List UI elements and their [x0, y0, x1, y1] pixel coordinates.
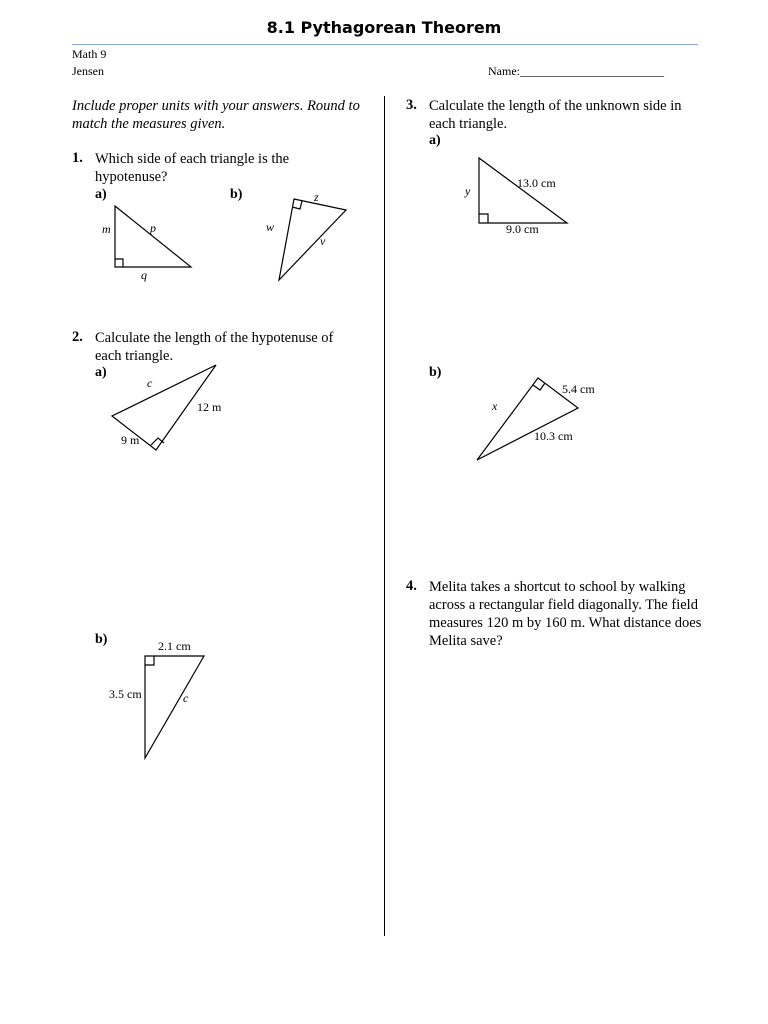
triangle-1b [266, 190, 346, 280]
side-label-3a-9cm: 9.0 cm [506, 222, 539, 236]
side-label-2a-12m: 12 m [197, 400, 222, 414]
page-title: 8.1 Pythagorean Theorem [266, 18, 502, 37]
triangle-2a [112, 365, 222, 450]
side-label-m: m [102, 222, 111, 236]
side-label-3b-x: x [492, 399, 498, 413]
question-3-text: Calculate the length of the unknown side in each triangle. [429, 98, 682, 132]
side-label-p: p [150, 221, 156, 235]
side-label-q: q [141, 268, 147, 282]
question-2a-label: a) [95, 365, 107, 380]
question-3b-label: b) [429, 365, 442, 380]
question-1b-label: b) [230, 187, 243, 202]
question-2-number: 2. [72, 329, 83, 345]
side-label-v: v [320, 234, 326, 248]
name-label: Name: [488, 64, 520, 78]
side-label-w: w [266, 220, 275, 234]
question-1a-label: a) [95, 187, 107, 202]
teacher-label: Jensen [72, 64, 104, 78]
side-label-3b-5.4cm: 5.4 cm [562, 382, 595, 396]
triangle-2b [109, 639, 204, 758]
name-blank-line: ________________________ [520, 64, 664, 78]
question-1-text: Which side of each triangle is the hypotenuse? [95, 151, 290, 185]
triangle-3a [464, 158, 567, 236]
question-1-number: 1. [72, 150, 83, 166]
question-2-text: Calculate the length of the hypotenuse of each triangle. [95, 330, 334, 364]
side-label-z: z [314, 190, 319, 204]
side-label-2a-c: c [147, 376, 153, 390]
triangle-3b [477, 378, 595, 460]
triangle-1a [102, 206, 191, 282]
side-label-3b-10.3cm: 10.3 cm [534, 429, 573, 443]
question-3-number: 3. [406, 97, 417, 113]
question-4-text: Melita takes a shortcut to school by walking across a rectangular field diagonally. The field measures 120 m by 160 m. What distance does Melita save? [429, 579, 702, 649]
instructions: Include proper units with your answers. Round to match the measures given. [72, 98, 360, 132]
question-2b-label: b) [95, 632, 108, 647]
side-label-2a-9m: 9 m [121, 433, 140, 447]
side-label-2b-2.1cm: 2.1 cm [158, 639, 191, 653]
question-3a-label: a) [429, 133, 441, 148]
course-label: Math 9 [72, 47, 107, 61]
question-4-number: 4. [406, 578, 417, 594]
side-label-2b-3.5cm: 3.5 cm [109, 687, 142, 701]
side-label-3a-y: y [465, 184, 471, 198]
side-label-2b-c: c [183, 691, 189, 705]
side-label-3a-13cm: 13.0 cm [517, 176, 556, 190]
